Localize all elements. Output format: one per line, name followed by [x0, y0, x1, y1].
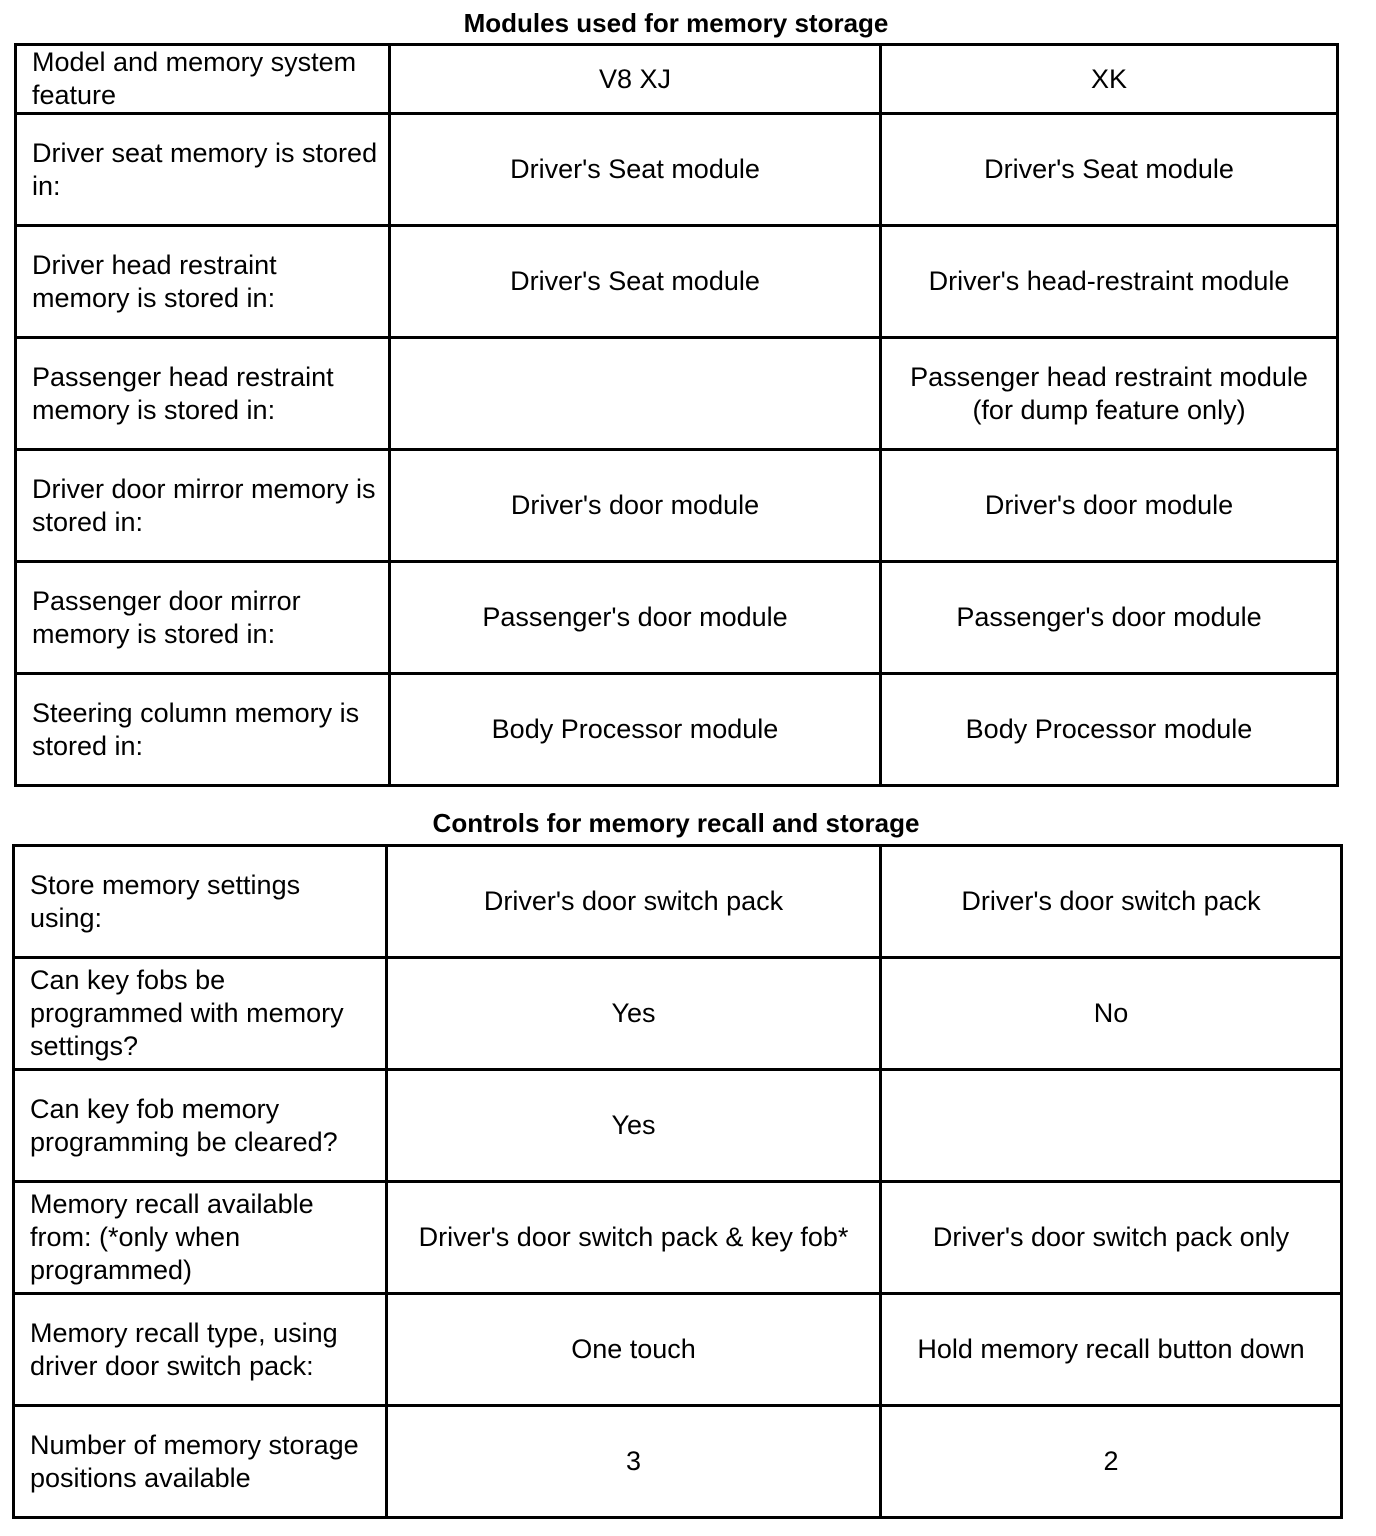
table-row — [16, 338, 1338, 450]
row-label: Number of memory storage positions available — [14, 1406, 387, 1518]
table-row — [14, 846, 1342, 958]
row-label: Steering column memory is stored in: — [16, 674, 390, 786]
header-cell-feature: Model and memory system feature — [16, 45, 390, 114]
row-label: Driver head restraint memory is stored in: — [16, 226, 390, 338]
cell-v8-xj: Driver's door switch pack & key fob* — [387, 1182, 881, 1294]
cell-xk: No — [881, 958, 1342, 1070]
cell-v8-xj: Driver's door switch pack — [387, 846, 881, 958]
table-row — [14, 1294, 1342, 1406]
cell-xk — [881, 1070, 1342, 1182]
cell-v8-xj: Yes — [387, 958, 881, 1070]
cell-v8-xj: 3 — [387, 1406, 881, 1518]
controls-table — [12, 844, 1343, 1519]
header-cell-v8-xj: V8 XJ — [390, 45, 881, 114]
controls-table-title: Controls for memory recall and storage — [432, 808, 920, 838]
cell-v8-xj — [390, 338, 881, 450]
cell-v8-xj: Driver's Seat module — [390, 226, 881, 338]
cell-xk: 2 — [881, 1406, 1342, 1518]
row-label: Passenger head restraint memory is stored in: — [16, 338, 390, 450]
row-label: Driver seat memory is stored in: — [16, 114, 390, 226]
table-row — [14, 1182, 1342, 1294]
cell-xk: Hold memory recall button down — [881, 1294, 1342, 1406]
cell-v8-xj: Yes — [387, 1070, 881, 1182]
cell-xk: Driver's door switch pack — [881, 846, 1342, 958]
modules-table — [14, 43, 1339, 787]
cell-xk: Driver's head-restraint module — [881, 226, 1338, 338]
table-row — [16, 114, 1338, 226]
modules-table-title: Modules used for memory storage — [463, 8, 889, 38]
header-cell-xk: XK — [881, 45, 1338, 114]
table-row — [14, 1070, 1342, 1182]
row-label: Driver door mirror memory is stored in: — [16, 450, 390, 562]
table-row — [16, 562, 1338, 674]
cell-v8-xj: Body Processor module — [390, 674, 881, 786]
row-label: Memory recall type, using driver door switch pack: — [14, 1294, 387, 1406]
row-label: Passenger door mirror memory is stored in: — [16, 562, 390, 674]
cell-v8-xj: Driver's Seat module — [390, 114, 881, 226]
row-label: Can key fob memory programming be cleared? — [14, 1070, 387, 1182]
table-row — [16, 450, 1338, 562]
cell-v8-xj: Driver's door module — [390, 450, 881, 562]
cell-xk: Body Processor module — [881, 674, 1338, 786]
row-label: Store memory settings using: — [14, 846, 387, 958]
cell-xk: Driver's door switch pack only — [881, 1182, 1342, 1294]
row-label: Can key fobs be programmed with memory settings? — [14, 958, 387, 1070]
cell-xk: Passenger head restraint module (for dump feature only) — [881, 338, 1338, 450]
table-header-row — [16, 45, 1338, 114]
cell-v8-xj: Passenger's door module — [390, 562, 881, 674]
table-row — [14, 958, 1342, 1070]
cell-xk: Driver's Seat module — [881, 114, 1338, 226]
cell-xk: Driver's door module — [881, 450, 1338, 562]
table-row — [14, 1406, 1342, 1518]
row-label: Memory recall available from: (*only when programmed) — [14, 1182, 387, 1294]
cell-v8-xj: One touch — [387, 1294, 881, 1406]
cell-xk: Passenger's door module — [881, 562, 1338, 674]
table-row — [16, 226, 1338, 338]
table-row — [16, 674, 1338, 786]
